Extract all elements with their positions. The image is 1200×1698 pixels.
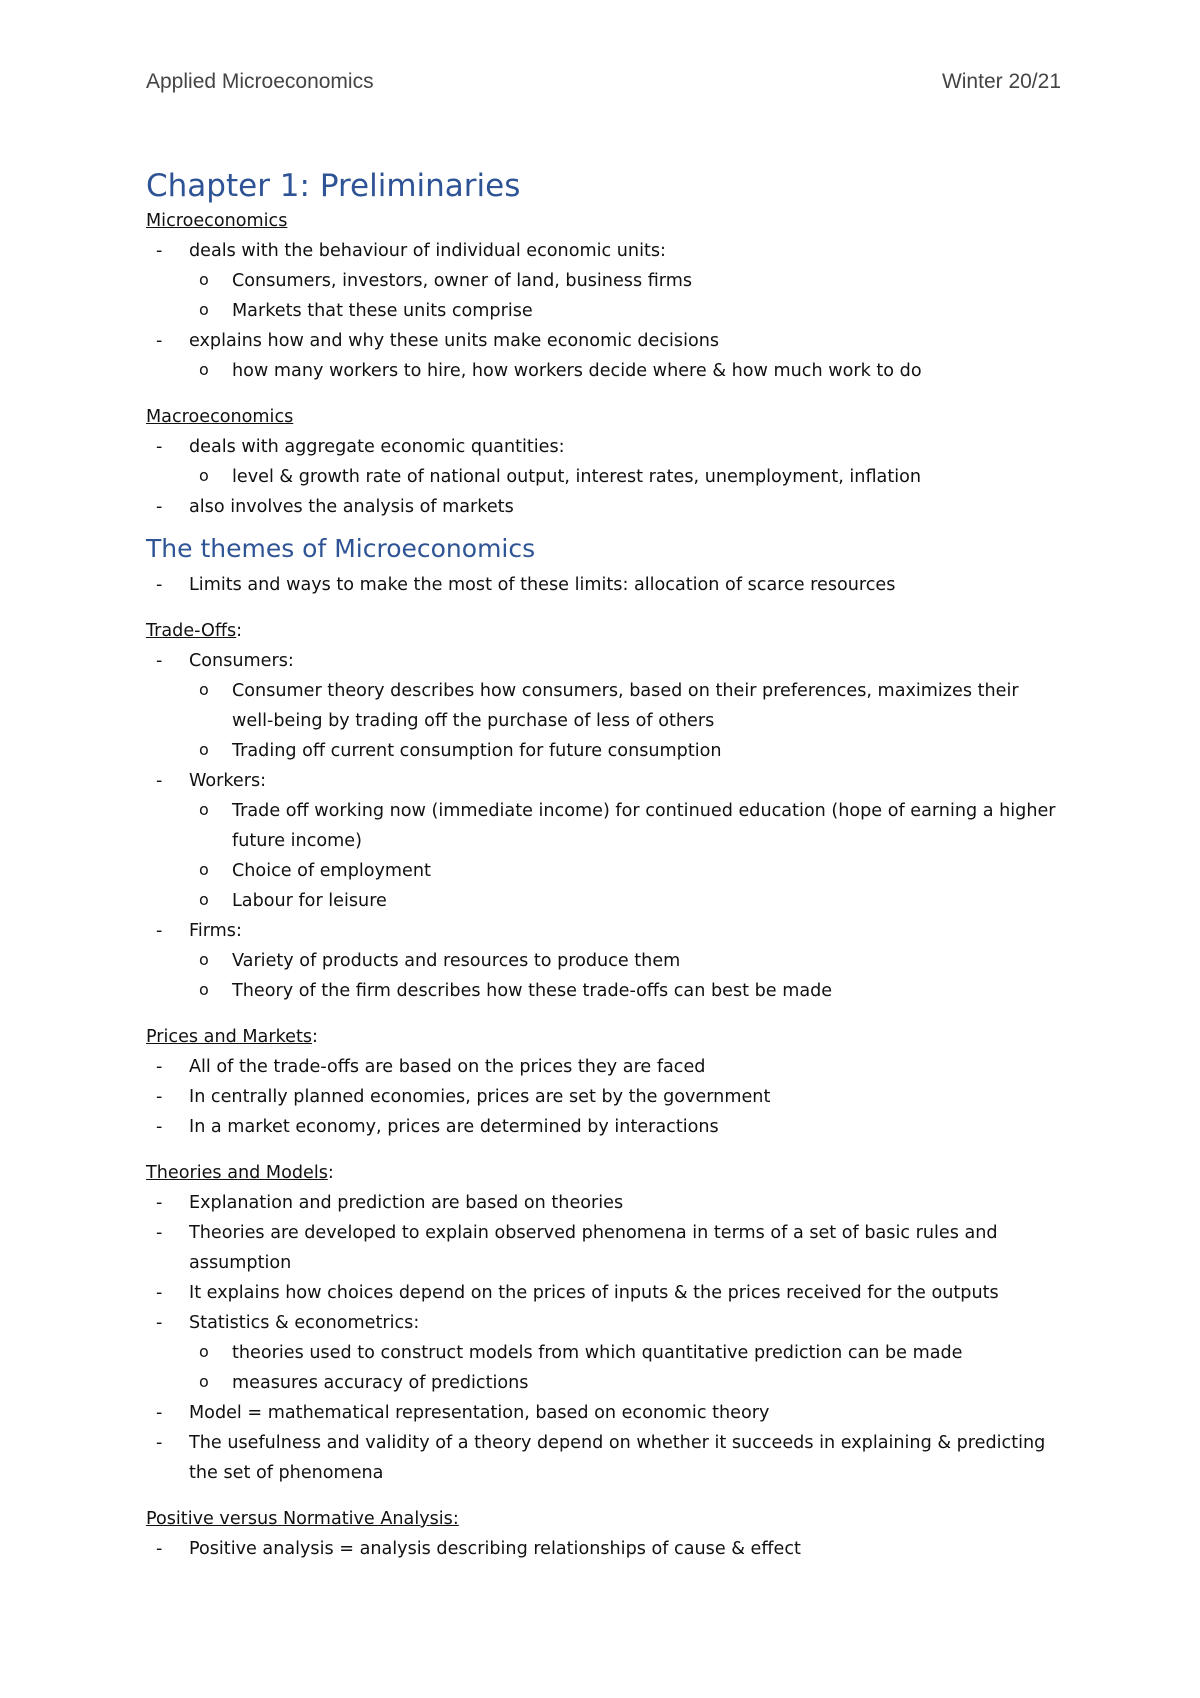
list-item <box>146 646 1061 766</box>
sub-list-item: o Consumers, investors, owner of land, business firms <box>189 266 1061 296</box>
sub-list-item: o how many workers to hire, how workers decide where & how much work to do <box>189 356 1061 386</box>
section-heading-theories <box>146 1158 1061 1188</box>
list-item: - Limits and ways to make the most of these limits: allocation of scarce resources <box>146 570 1061 600</box>
sub-list-item: o level & growth rate of national output, interest rates, unemployment, inflation <box>189 462 1061 492</box>
list-item: - All of the trade-offs are based on the prices they are faced <box>146 1052 1061 1082</box>
list-item: - The usefulness and validity of a theory depend on whether it succeeds in explaining & predicting the set of phenomena <box>146 1428 1061 1488</box>
tradeoffs-list <box>146 646 1061 1006</box>
list-item-text: deals with aggregate economic quantities: <box>189 437 565 457</box>
list-item <box>146 326 1061 386</box>
sub-list <box>189 946 1061 1006</box>
positive-list <box>146 1534 1061 1564</box>
list-item-text: Consumers: <box>189 651 294 671</box>
list-item <box>146 766 1061 916</box>
sub-list-item: o Consumer theory describes how consumers, based on their preferences, maximizes their well-being by trading off the purchase of less of others <box>189 676 1061 736</box>
list-item-text: deals with the behaviour of individual economic units: <box>189 241 666 261</box>
sub-list-item: o Variety of products and resources to produce them <box>189 946 1061 976</box>
sub-list <box>189 676 1061 766</box>
chapter-title: Chapter 1: Preliminaries <box>146 168 521 204</box>
list-item-text: Workers: <box>189 771 267 791</box>
heading-colon: : <box>312 1027 318 1047</box>
page-header <box>146 70 1061 94</box>
heading-colon: : <box>236 621 243 641</box>
section-heading-microeconomics: Microeconomics <box>146 211 288 231</box>
header-course-title: Applied Microeconomics <box>146 70 374 93</box>
list-item-text: explains how and why these units make economic decisions <box>189 331 720 351</box>
prices-heading-text: Prices and Markets <box>146 1027 313 1047</box>
sub-list <box>189 1338 1061 1398</box>
list-item: - It explains how choices depend on the prices of inputs & the prices received for the outputs <box>146 1278 1061 1308</box>
document-body <box>146 166 1061 1564</box>
list-item: - Explanation and prediction are based on theories <box>146 1188 1061 1218</box>
theories-list <box>146 1188 1061 1488</box>
sub-list-item: o theories used to construct models from which quantitative prediction can be made <box>189 1338 1061 1368</box>
list-item <box>146 236 1061 326</box>
sub-list-item: o measures accuracy of predictions <box>189 1368 1061 1398</box>
microeconomics-list <box>146 236 1061 386</box>
section-heading-prices <box>146 1022 1061 1052</box>
sub-list-item: o Choice of employment <box>189 856 1061 886</box>
list-item: - Positive analysis = analysis describing relationships of cause & effect <box>146 1534 1061 1564</box>
themes-list <box>146 570 1061 600</box>
list-item: - In a market economy, prices are determined by interactions <box>146 1112 1061 1142</box>
list-item: - In centrally planned economies, prices are set by the government <box>146 1082 1061 1112</box>
list-item: - Theories are developed to explain observed phenomena in terms of a set of basic rules and assumption <box>146 1218 1061 1278</box>
sub-list <box>189 356 1061 386</box>
sub-list-item: o Labour for leisure <box>189 886 1061 916</box>
tradeoffs-heading-text: Trade-Offs <box>146 621 237 641</box>
list-item <box>146 916 1061 1006</box>
list-item-text: Statistics & econometrics: <box>189 1313 420 1333</box>
sub-list-item: o Trade off working now (immediate income) for continued education (hope of earning a higher future income) <box>189 796 1061 856</box>
sub-list <box>189 796 1061 916</box>
heading-colon: : <box>327 1163 334 1183</box>
sub-list <box>189 462 1061 492</box>
list-item <box>146 432 1061 492</box>
section-heading-tradeoffs <box>146 616 1061 646</box>
sub-list-item: o Markets that these units comprise <box>189 296 1061 326</box>
section-heading-macroeconomics: Macroeconomics <box>146 407 294 427</box>
sub-list-item: o Theory of the firm describes how these trade-offs can best be made <box>189 976 1061 1006</box>
list-item: - also involves the analysis of markets <box>146 492 1061 522</box>
sub-list <box>189 266 1061 326</box>
theories-heading-text: Theories and Models <box>146 1163 328 1183</box>
list-item <box>146 1308 1061 1398</box>
section-heading-positive-normative: Positive versus Normative Analysis: <box>146 1509 459 1529</box>
prices-list <box>146 1052 1061 1142</box>
sub-list-item: o Trading off current consumption for future consumption <box>189 736 1061 766</box>
macroeconomics-list <box>146 432 1061 522</box>
list-item: - Model = mathematical representation, based on economic theory <box>146 1398 1061 1428</box>
header-term: Winter 20/21 <box>941 70 1061 93</box>
list-item-text: Firms: <box>189 921 242 941</box>
themes-title: The themes of Microeconomics <box>146 534 536 563</box>
